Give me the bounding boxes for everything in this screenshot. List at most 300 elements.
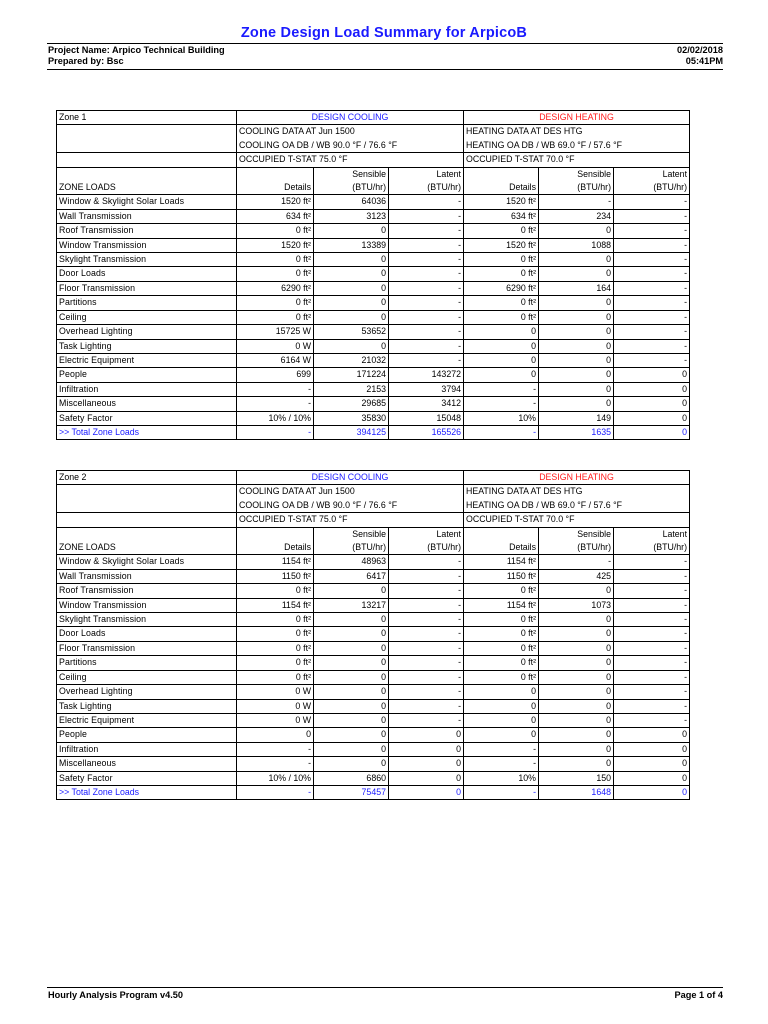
cooling-details: 634 ft²: [237, 209, 314, 223]
table-row: [57, 685, 690, 699]
cooling-details: 0 ft²: [237, 267, 314, 281]
cooling-details: -: [237, 757, 314, 771]
heating-details: 634 ft²: [464, 209, 539, 223]
cooling-sensible: 0: [314, 670, 389, 684]
heating-latent: -: [614, 598, 690, 612]
heating-latent: 0: [614, 397, 690, 411]
cooling-details: 0 W: [237, 713, 314, 727]
heating-latent: -: [614, 267, 690, 281]
cooling-sensible: 0: [314, 656, 389, 670]
heating-latent: 0: [614, 757, 690, 771]
cooling-sensible: 48963: [314, 555, 389, 569]
heating-details: 1154 ft²: [464, 598, 539, 612]
table-row: [57, 641, 690, 655]
heating-sensible: 0: [539, 267, 614, 281]
cooling-sensible: 0: [314, 757, 389, 771]
cooling-sensible: 13389: [314, 238, 389, 252]
table-row: [57, 713, 690, 727]
heating-sensible: 0: [539, 685, 614, 699]
col-sensible: Sensible: [314, 527, 389, 541]
load-label: Skylight Transmission: [57, 253, 237, 267]
cooling-details: 0 ft²: [237, 627, 314, 641]
load-label: Window Transmission: [57, 238, 237, 252]
table-row: [57, 613, 690, 627]
col-sensible: Sensible: [539, 167, 614, 181]
footer-rule: [47, 987, 723, 988]
zone-header-row: [57, 111, 690, 125]
cooling-sensible: 0: [314, 584, 389, 598]
cooling-latent: -: [389, 224, 464, 238]
load-label: People: [57, 368, 237, 382]
heating-details: 0: [464, 685, 539, 699]
col-btu: (BTU/hr): [314, 181, 389, 195]
cooling-latent: -: [389, 555, 464, 569]
load-label: Window & Skylight Solar Loads: [57, 555, 237, 569]
total-heating-details: -: [464, 425, 539, 439]
load-label: Partitions: [57, 656, 237, 670]
cooling-details: 0 W: [237, 699, 314, 713]
heating-sensible: 0: [539, 310, 614, 324]
total-cooling-details: -: [237, 425, 314, 439]
heating-details: 1520 ft²: [464, 238, 539, 252]
cooling-latent: -: [389, 238, 464, 252]
cooling-oa: COOLING OA DB / WB 90.0 °F / 76.6 °F: [237, 139, 464, 153]
heating-details: 0 ft²: [464, 253, 539, 267]
heating-sensible: 0: [539, 397, 614, 411]
heating-sensible: 149: [539, 411, 614, 425]
heating-latent: -: [614, 281, 690, 295]
cooling-latent: 0: [389, 742, 464, 756]
cooling-sensible: 0: [314, 339, 389, 353]
load-label: Door Loads: [57, 267, 237, 281]
table-row: [57, 195, 690, 209]
cooling-sensible: 0: [314, 685, 389, 699]
total-cooling-details: -: [237, 785, 314, 799]
col-btu: (BTU/hr): [614, 541, 690, 555]
blank-cell: [57, 513, 237, 527]
cooling-details: -: [237, 382, 314, 396]
cooling-details: 0 ft²: [237, 670, 314, 684]
cooling-latent: -: [389, 584, 464, 598]
table-row: [57, 670, 690, 684]
heating-sensible: 425: [539, 569, 614, 583]
col-btu: (BTU/hr): [614, 181, 690, 195]
table-row: [57, 310, 690, 324]
heating-latent: 0: [614, 368, 690, 382]
heating-latent: -: [614, 209, 690, 223]
heating-latent: -: [614, 224, 690, 238]
cooling-latent: 3412: [389, 397, 464, 411]
heating-details: 0: [464, 713, 539, 727]
heating-latent: -: [614, 339, 690, 353]
total-cooling-sensible: 75457: [314, 785, 389, 799]
heating-latent: -: [614, 713, 690, 727]
blank-cell: [57, 527, 237, 541]
heating-latent: -: [614, 641, 690, 655]
table-row: [57, 569, 690, 583]
heating-latent: -: [614, 253, 690, 267]
heating-latent: -: [614, 325, 690, 339]
design-heating-header: DESIGN HEATING: [464, 111, 690, 125]
heating-sensible: 0: [539, 584, 614, 598]
prepared-by: Prepared by: Bsc: [48, 56, 124, 66]
total-heating-sensible: 1635: [539, 425, 614, 439]
cooling-details: 0 ft²: [237, 296, 314, 310]
load-label: Ceiling: [57, 670, 237, 684]
heating-sensible: 0: [539, 742, 614, 756]
total-heating-details: -: [464, 785, 539, 799]
col-zone-loads: ZONE LOADS: [57, 541, 237, 555]
cooling-sensible: 171224: [314, 368, 389, 382]
heating-details: 10%: [464, 411, 539, 425]
cooling-latent: -: [389, 353, 464, 367]
heating-sensible: 0: [539, 656, 614, 670]
cooling-latent: -: [389, 685, 464, 699]
cooling-details: 0 W: [237, 339, 314, 353]
heating-sensible: 0: [539, 670, 614, 684]
heating-sensible: 234: [539, 209, 614, 223]
cooling-sensible: 0: [314, 728, 389, 742]
load-label: Overhead Lighting: [57, 325, 237, 339]
cooling-details: 1150 ft²: [237, 569, 314, 583]
table-row: [57, 742, 690, 756]
table-row: [57, 584, 690, 598]
table-row: [57, 656, 690, 670]
load-label: Floor Transmission: [57, 281, 237, 295]
heating-details: 0: [464, 325, 539, 339]
blank-cell: [57, 485, 237, 499]
load-label: People: [57, 728, 237, 742]
zone-table: [56, 470, 690, 800]
heating-tstat: OCCUPIED T-STAT 70.0 °F: [464, 513, 690, 527]
table-row: [57, 267, 690, 281]
heating-details: 0: [464, 699, 539, 713]
col-latent: Latent: [389, 527, 464, 541]
heating-oa: HEATING OA DB / WB 69.0 °F / 57.6 °F: [464, 499, 690, 513]
cooling-latent: -: [389, 296, 464, 310]
heating-details: -: [464, 742, 539, 756]
header-left: [48, 45, 225, 67]
cooling-latent: -: [389, 195, 464, 209]
heating-latent: -: [614, 613, 690, 627]
heating-details: 0: [464, 728, 539, 742]
heating-sensible: 0: [539, 339, 614, 353]
table-row: [57, 382, 690, 396]
cooling-sensible: 35830: [314, 411, 389, 425]
heating-sensible: 0: [539, 253, 614, 267]
total-cooling-sensible: 394125: [314, 425, 389, 439]
load-label: Wall Transmission: [57, 569, 237, 583]
cooling-sensible: 64036: [314, 195, 389, 209]
cooling-tstat: OCCUPIED T-STAT 75.0 °F: [237, 513, 464, 527]
cooling-details: 0 ft²: [237, 641, 314, 655]
table-row: [57, 757, 690, 771]
header-right: [677, 45, 723, 67]
cooling-details: 0 ft²: [237, 613, 314, 627]
cooling-data-at: COOLING DATA AT Jun 1500: [237, 485, 464, 499]
heating-sensible: 0: [539, 728, 614, 742]
zone-name: Zone 1: [57, 111, 237, 125]
cooling-sensible: 0: [314, 699, 389, 713]
heating-latent: -: [614, 699, 690, 713]
cooling-details: 6290 ft²: [237, 281, 314, 295]
cooling-details: -: [237, 397, 314, 411]
load-label: Ceiling: [57, 310, 237, 324]
heating-details: 0 ft²: [464, 267, 539, 281]
cooling-details: 0 ft²: [237, 310, 314, 324]
cooling-sensible: 29685: [314, 397, 389, 411]
cooling-sensible: 21032: [314, 353, 389, 367]
cooling-latent: 143272: [389, 368, 464, 382]
table-row: [57, 368, 690, 382]
program-name: Hourly Analysis Program v4.50: [48, 990, 183, 1000]
heating-sensible: 0: [539, 613, 614, 627]
cooling-sensible: 0: [314, 627, 389, 641]
heating-sensible: 164: [539, 281, 614, 295]
cooling-latent: -: [389, 569, 464, 583]
design-cooling-header: DESIGN COOLING: [237, 111, 464, 125]
cooling-sensible: 3123: [314, 209, 389, 223]
heating-sensible: 150: [539, 771, 614, 785]
col-btu: (BTU/hr): [539, 181, 614, 195]
table-row: [57, 281, 690, 295]
load-label: Overhead Lighting: [57, 685, 237, 699]
heating-details: -: [464, 382, 539, 396]
table-row: [57, 296, 690, 310]
col-zone-loads: ZONE LOADS: [57, 181, 237, 195]
cooling-latent: -: [389, 627, 464, 641]
cooling-details: 1520 ft²: [237, 195, 314, 209]
cooling-details: 0 ft²: [237, 656, 314, 670]
load-label: Roof Transmission: [57, 224, 237, 238]
col-btu: (BTU/hr): [539, 541, 614, 555]
heating-details: 0 ft²: [464, 670, 539, 684]
heating-details: 0: [464, 339, 539, 353]
total-label: >> Total Zone Loads: [57, 785, 237, 799]
cooling-latent: -: [389, 339, 464, 353]
col-details: Details: [464, 181, 539, 195]
heating-latent: -: [614, 296, 690, 310]
load-label: Floor Transmission: [57, 641, 237, 655]
heating-sensible: 0: [539, 713, 614, 727]
cooling-details: 0 ft²: [237, 224, 314, 238]
zone-header-row: [57, 471, 690, 485]
blank-cell: [464, 527, 539, 541]
table-row: [57, 339, 690, 353]
load-label: Skylight Transmission: [57, 613, 237, 627]
heating-latent: -: [614, 569, 690, 583]
cooling-oa: COOLING OA DB / WB 90.0 °F / 76.6 °F: [237, 499, 464, 513]
column-header-row-1: [57, 527, 690, 541]
col-latent: Latent: [614, 167, 690, 181]
heating-latent: -: [614, 555, 690, 569]
col-sensible: Sensible: [314, 167, 389, 181]
blank-cell: [237, 167, 314, 181]
cooling-latent: -: [389, 641, 464, 655]
heating-sensible: 0: [539, 382, 614, 396]
heating-sensible: 0: [539, 699, 614, 713]
cooling-details: 1154 ft²: [237, 555, 314, 569]
heating-latent: -: [614, 353, 690, 367]
heating-latent: -: [614, 584, 690, 598]
load-label: Roof Transmission: [57, 584, 237, 598]
cooling-sensible: 6860: [314, 771, 389, 785]
table-row: [57, 411, 690, 425]
table-row: [57, 353, 690, 367]
load-label: Infiltration: [57, 742, 237, 756]
cooling-sensible: 0: [314, 281, 389, 295]
load-label: Door Loads: [57, 627, 237, 641]
cooling-latent: -: [389, 613, 464, 627]
heating-details: 1154 ft²: [464, 555, 539, 569]
col-latent: Latent: [614, 527, 690, 541]
cooling-details: 699: [237, 368, 314, 382]
heating-latent: 0: [614, 742, 690, 756]
col-details: Details: [237, 181, 314, 195]
cooling-latent: 15048: [389, 411, 464, 425]
zone-table: [56, 110, 690, 440]
load-label: Infiltration: [57, 382, 237, 396]
heating-details: 0 ft²: [464, 584, 539, 598]
total-heating-latent: 0: [614, 425, 690, 439]
cooling-latent: 0: [389, 757, 464, 771]
load-label: Wall Transmission: [57, 209, 237, 223]
heating-details: 0 ft²: [464, 641, 539, 655]
heating-details: 0: [464, 368, 539, 382]
cooling-details: 0: [237, 728, 314, 742]
heating-latent: 0: [614, 728, 690, 742]
col-details: Details: [464, 541, 539, 555]
cooling-tstat: OCCUPIED T-STAT 75.0 °F: [237, 153, 464, 167]
header-rule: [47, 43, 723, 44]
cooling-details: 15725 W: [237, 325, 314, 339]
cooling-sensible: 0: [314, 296, 389, 310]
total-cooling-latent: 0: [389, 785, 464, 799]
table-row: [57, 598, 690, 612]
heating-sensible: 0: [539, 641, 614, 655]
heating-details: 1520 ft²: [464, 195, 539, 209]
cooling-details: 10% / 10%: [237, 771, 314, 785]
cooling-latent: 3794: [389, 382, 464, 396]
col-btu: (BTU/hr): [389, 181, 464, 195]
cooling-sensible: 0: [314, 613, 389, 627]
heating-latent: 0: [614, 771, 690, 785]
heating-latent: -: [614, 670, 690, 684]
heating-details: -: [464, 757, 539, 771]
column-header-row-1: [57, 167, 690, 181]
heating-details: 0 ft²: [464, 310, 539, 324]
cooling-details: 6164 W: [237, 353, 314, 367]
heating-sensible: 0: [539, 296, 614, 310]
report-time: 05:41PM: [685, 56, 723, 66]
header-rule-bottom: [47, 69, 723, 70]
total-heating-latent: 0: [614, 785, 690, 799]
zone-name: Zone 2: [57, 471, 237, 485]
cooling-latent: -: [389, 267, 464, 281]
heating-sensible: 0: [539, 353, 614, 367]
blank-cell: [57, 499, 237, 513]
cooling-latent: -: [389, 713, 464, 727]
heating-oa: HEATING OA DB / WB 69.0 °F / 57.6 °F: [464, 139, 690, 153]
column-header-row-2: [57, 541, 690, 555]
cooling-details: 1154 ft²: [237, 598, 314, 612]
cooling-details: 0 ft²: [237, 584, 314, 598]
heating-details: 0: [464, 353, 539, 367]
cooling-sensible: 0: [314, 267, 389, 281]
table-row: [57, 209, 690, 223]
heating-latent: 0: [614, 382, 690, 396]
load-label: Miscellaneous: [57, 397, 237, 411]
col-btu: (BTU/hr): [389, 541, 464, 555]
load-label: Safety Factor: [57, 771, 237, 785]
heating-latent: -: [614, 656, 690, 670]
table-row: [57, 555, 690, 569]
cooling-sensible: 0: [314, 742, 389, 756]
oa-row: [57, 139, 690, 153]
heating-latent: -: [614, 195, 690, 209]
col-btu: (BTU/hr): [314, 541, 389, 555]
heating-details: 0 ft²: [464, 224, 539, 238]
tstat-row: [57, 513, 690, 527]
data-at-row: [57, 485, 690, 499]
heating-sensible: 0: [539, 368, 614, 382]
load-label: Window & Skylight Solar Loads: [57, 195, 237, 209]
blank-cell: [57, 167, 237, 181]
heating-latent: -: [614, 310, 690, 324]
cooling-details: 1520 ft²: [237, 238, 314, 252]
load-label: Task Lighting: [57, 339, 237, 353]
blank-cell: [57, 139, 237, 153]
table-row: [57, 699, 690, 713]
cooling-latent: -: [389, 598, 464, 612]
cooling-latent: -: [389, 699, 464, 713]
heating-details: 0 ft²: [464, 613, 539, 627]
load-label: Safety Factor: [57, 411, 237, 425]
cooling-sensible: 0: [314, 253, 389, 267]
load-label: Electric Equipment: [57, 713, 237, 727]
heating-latent: -: [614, 627, 690, 641]
col-details: Details: [237, 541, 314, 555]
heating-details: 0 ft²: [464, 296, 539, 310]
heating-details: 6290 ft²: [464, 281, 539, 295]
heating-sensible: -: [539, 195, 614, 209]
heating-sensible: 1073: [539, 598, 614, 612]
design-cooling-header: DESIGN COOLING: [237, 471, 464, 485]
blank-cell: [57, 153, 237, 167]
load-label: Partitions: [57, 296, 237, 310]
cooling-latent: 0: [389, 771, 464, 785]
total-label: >> Total Zone Loads: [57, 425, 237, 439]
page-number: Page 1 of 4: [674, 990, 723, 1000]
cooling-sensible: 13217: [314, 598, 389, 612]
project-name: Project Name: Arpico Technical Building: [48, 45, 225, 55]
heating-latent: -: [614, 685, 690, 699]
heating-sensible: 0: [539, 757, 614, 771]
cooling-sensible: 6417: [314, 569, 389, 583]
tstat-row: [57, 153, 690, 167]
heating-sensible: 0: [539, 224, 614, 238]
cooling-latent: -: [389, 253, 464, 267]
cooling-sensible: 0: [314, 641, 389, 655]
heating-details: 0 ft²: [464, 656, 539, 670]
heating-latent: 0: [614, 411, 690, 425]
design-heating-header: DESIGN HEATING: [464, 471, 690, 485]
column-header-row-2: [57, 181, 690, 195]
heating-details: 10%: [464, 771, 539, 785]
cooling-sensible: 0: [314, 310, 389, 324]
table-row: [57, 325, 690, 339]
col-latent: Latent: [389, 167, 464, 181]
